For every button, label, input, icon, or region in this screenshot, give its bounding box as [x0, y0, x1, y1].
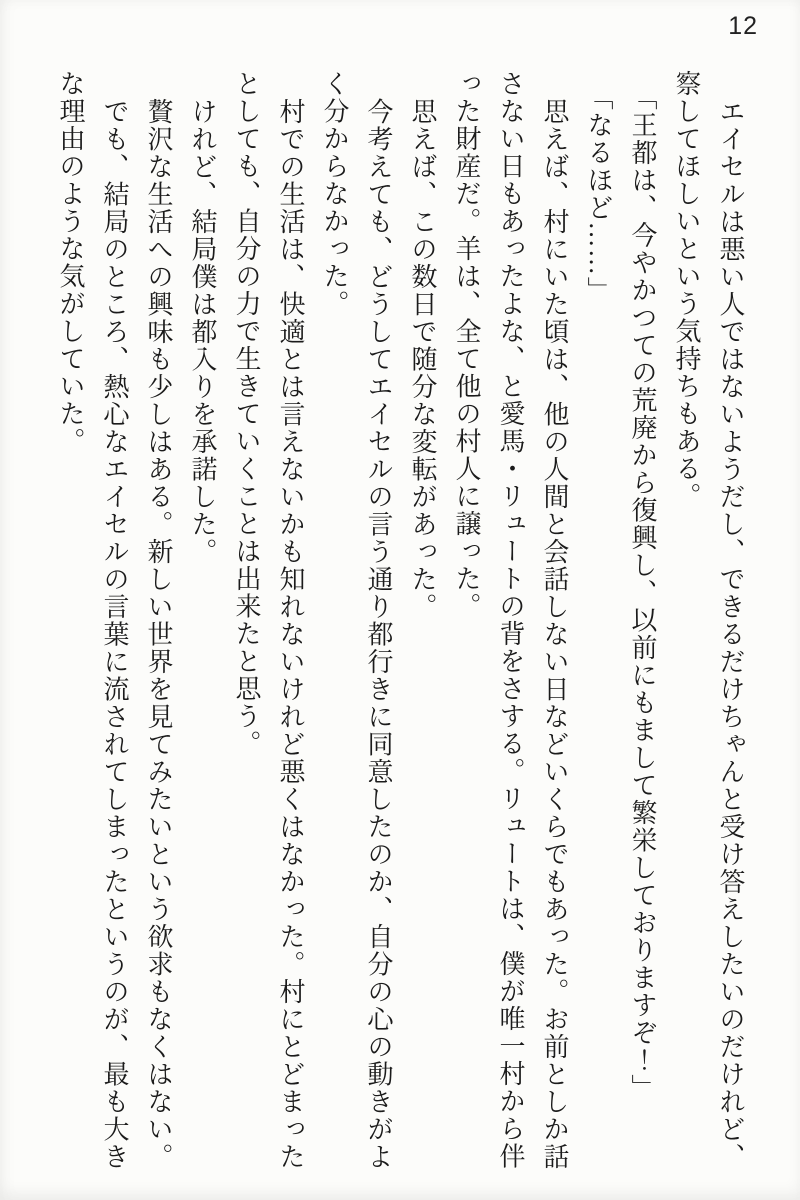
text-line: けれど、結局僕は都入りを承諾した。 [188, 97, 217, 565]
text-line: でも、結局のところ、熱心なエイセルの言葉に流されてしまったというのが、最も大き [100, 97, 129, 1170]
text-line: 「なるほど……」 [584, 84, 613, 304]
text-line: 贅沢な生活への興味も少しはある。新しい世界を見てみたいという欲求もなくはない。 [144, 97, 173, 1170]
text-line: く分からなかった。 [320, 70, 349, 318]
text-line: 今考えても、どうしてエイセルの言う通り都行きに同意したのか、自分の心の動きがよ [364, 97, 393, 1170]
text-line: 察してほしいという気持ちもある。 [672, 70, 701, 510]
text-line: った財産だ。羊は、全て他の村人に譲った。 [452, 70, 481, 620]
text-line: 思えば、この数日で随分な変転があった。 [408, 97, 437, 620]
text-line: としても、自分の力で生きていくことは出来たと思う。 [232, 70, 261, 758]
text-line: な理由のような気がしていた。 [56, 70, 85, 455]
text-line: 「王都は、今やかつての荒廃から復興し、以前にもまして繁栄しておりますぞ！」 [628, 84, 657, 1102]
page-number: 12 [728, 12, 758, 40]
text-line: 思えば、村にいた頃は、他の人間と会話しない日などいくらでもあった。お前としか話 [540, 97, 569, 1170]
page-text [48, 70, 752, 1178]
text-line: さない日もあったよな、と愛馬・リュートの背をさする。リュートは、僕が唯一村から伴 [496, 70, 525, 1170]
text-line: エイセルは悪い人ではないようだし、できるだけちゃんと受け答えしたいのだけれど、 [716, 97, 745, 1170]
text-line: 村での生活は、快適とは言えないかも知れないけれど悪くはなかった。村にとどまった [276, 97, 305, 1170]
